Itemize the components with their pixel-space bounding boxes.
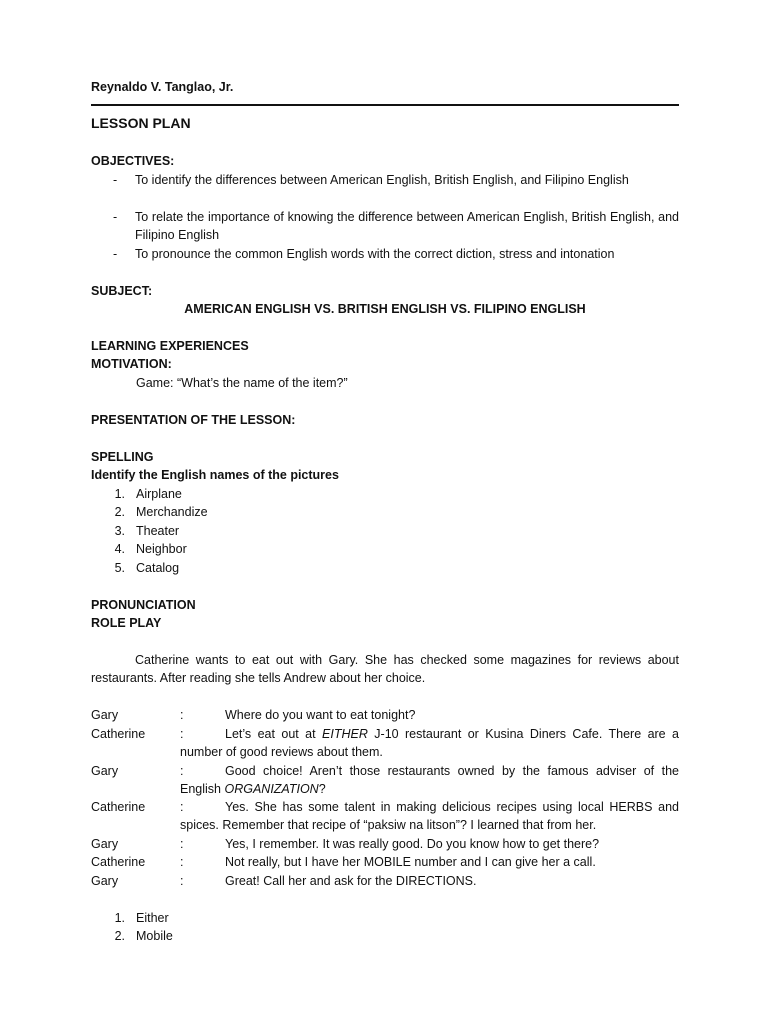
roleplay-heading: ROLE PLAY bbox=[91, 616, 162, 630]
dialogue-colon: : bbox=[180, 708, 184, 722]
objective-item bbox=[91, 245, 679, 263]
dialogue-line bbox=[91, 835, 679, 853]
dialogue-colon: : bbox=[180, 874, 184, 888]
dialogue-speaker: Gary bbox=[91, 874, 119, 888]
list-text: Catalog bbox=[136, 561, 180, 575]
list-number: 2. bbox=[114, 505, 125, 519]
objective-dash: - bbox=[113, 173, 118, 187]
subject-title: AMERICAN ENGLISH VS. BRITISH ENGLISH VS. FILIPINO ENGLISH bbox=[184, 302, 586, 316]
dialogue-colon: : bbox=[180, 800, 184, 814]
objective-item bbox=[91, 208, 679, 245]
list-number: 1. bbox=[114, 487, 125, 501]
dialogue-speaker: Gary bbox=[91, 837, 119, 851]
list-number: 3. bbox=[114, 524, 125, 538]
list-text: Mobile bbox=[136, 929, 173, 943]
subject-heading: SUBJECT: bbox=[91, 284, 153, 298]
list-text: Merchandize bbox=[136, 505, 208, 519]
dialogue-text: Great! Call her and ask for the DIRECTIONS. bbox=[225, 874, 477, 888]
dialogue-text: Let’s eat out at EITHER J-10 restaurant or Kusina Diners Cafe. There are a number of good reviews about them. bbox=[180, 727, 679, 760]
objective-dash: - bbox=[113, 210, 118, 224]
dialogue-line bbox=[91, 706, 679, 724]
list-number: 1. bbox=[114, 911, 125, 925]
objective-dash: - bbox=[113, 247, 118, 261]
dialogue-text: Yes, I remember. It was really good. Do you know how to get there? bbox=[225, 837, 600, 851]
spelling-instruction: Identify the English names of the pictures bbox=[91, 468, 339, 482]
dialogue-speaker: Catherine bbox=[91, 727, 146, 741]
objective-text: To identify the differences between American English, British English, and Filipino English bbox=[135, 173, 629, 187]
motivation-game: Game: “What’s the name of the item?” bbox=[136, 376, 348, 390]
list-number: 2. bbox=[114, 929, 125, 943]
dialogue-colon: : bbox=[180, 837, 184, 851]
motivation-heading: MOTIVATION: bbox=[91, 357, 172, 371]
learning-heading: LEARNING EXPERIENCES bbox=[91, 339, 249, 353]
dialogue-line bbox=[91, 762, 679, 799]
dialogue-speaker: Catherine bbox=[91, 800, 146, 814]
objective-text: To relate the importance of knowing the difference between American English, British English, and Filipino English bbox=[135, 210, 679, 243]
list-text: Airplane bbox=[136, 487, 182, 501]
list-text: Neighbor bbox=[136, 542, 187, 556]
dialogue-colon: : bbox=[180, 764, 184, 778]
dialogue-text: Good choice! Aren’t those restaurants owned by the famous adviser of the English ORGANIZATION? bbox=[180, 764, 679, 797]
presentation-heading: PRESENTATION OF THE LESSON: bbox=[91, 413, 296, 427]
dialogue-text: Yes. She has some talent in making delicious recipes using local HERBS and spices. Remember that recipe of “paksiw na litson”? I learned that from her. bbox=[180, 800, 679, 833]
page-title: LESSON PLAN bbox=[91, 115, 191, 131]
dialogue-text: Where do you want to eat tonight? bbox=[225, 708, 416, 722]
dialogue-line bbox=[91, 798, 679, 835]
emphasis-word: ORGANIZATION bbox=[224, 782, 319, 797]
list-number: 5. bbox=[114, 561, 125, 575]
header-rule bbox=[91, 104, 679, 106]
list-text: Theater bbox=[136, 524, 180, 538]
dialogue-line bbox=[91, 725, 679, 762]
dialogue-line bbox=[91, 853, 679, 871]
objective-text: To pronounce the common English words with the correct diction, stress and intonation bbox=[135, 247, 615, 261]
dialogue-speaker: Gary bbox=[91, 764, 119, 778]
dialogue-colon: : bbox=[180, 855, 184, 869]
objectives-heading: OBJECTIVES: bbox=[91, 154, 175, 168]
pronunciation-heading: PRONUNCIATION bbox=[91, 598, 196, 612]
list-text: Either bbox=[136, 911, 169, 925]
dialogue-text: Not really, but I have her MOBILE number and I can give her a call. bbox=[225, 855, 596, 869]
emphasis-word: EITHER bbox=[322, 727, 368, 741]
dialogue-colon: : bbox=[180, 727, 184, 741]
dialogue-line bbox=[91, 872, 679, 890]
author-name: Reynaldo V. Tanglao, Jr. bbox=[91, 80, 234, 94]
dialogue-speaker: Gary bbox=[91, 708, 119, 722]
spelling-heading: SPELLING bbox=[91, 450, 154, 464]
roleplay-intro: Catherine wants to eat out with Gary. She has checked some magazines for reviews about restaurants. After reading she tells Andrew about her choice. bbox=[91, 653, 679, 686]
objective-item bbox=[91, 171, 679, 189]
dialogue-speaker: Catherine bbox=[91, 855, 146, 869]
list-number: 4. bbox=[114, 542, 125, 556]
